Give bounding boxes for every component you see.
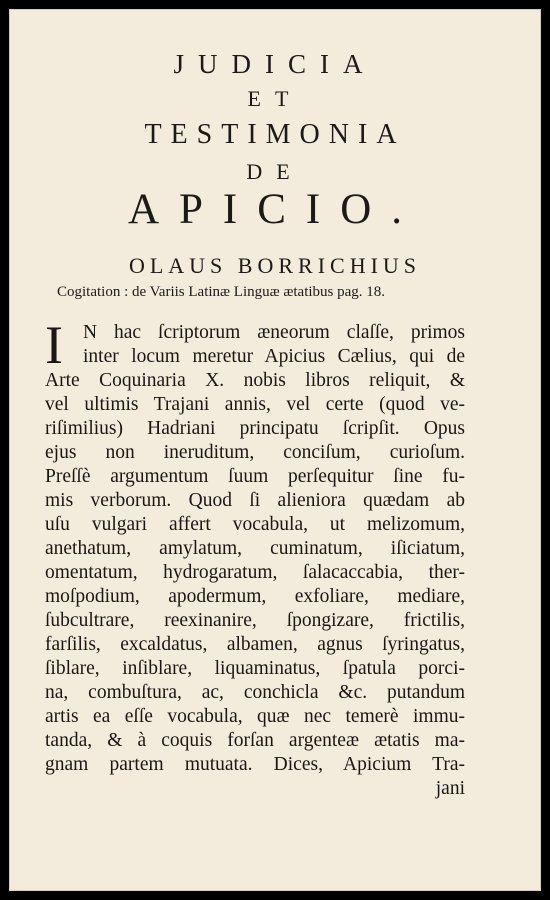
text-line: tanda, & à coquis forſan argenteæ ætatis ma- — [45, 730, 465, 751]
text-line: ejus non ineruditum, conciſum, curioſum. — [45, 442, 465, 463]
text-line: riſimilius) Hadriani principatu ſcripſit. Opus — [45, 418, 465, 439]
text-line: na, combuſtura, ac, conchicla &c. putandum — [45, 682, 465, 703]
book-page — [9, 9, 541, 891]
text-line: Preſſè argumentum ſuum perſequitur ſine fu- — [45, 466, 465, 487]
text-line-catchword: jani — [435, 778, 465, 799]
text-line: N hac ſcriptorum æneorum claſſe, primos — [83, 322, 465, 343]
title-judicia: JUDICIA — [173, 49, 377, 79]
text-line: uſu vulgari affert vocabula, ut melizomum, — [45, 514, 465, 535]
text-line: gnam partem mutuata. Dices, Apicium Tra- — [45, 754, 465, 775]
author-heading: OLAUS BORRICHIUS — [128, 253, 422, 278]
text-line: artis ea eſſe vocabula, quæ nec temerè immu- — [45, 706, 465, 727]
text-line: farſilis, excaldatus, albamen, agnus ſyringatus, — [45, 634, 465, 655]
text-line: omentatum, hydrogaratum, ſalacaccabia, ther- — [45, 562, 465, 583]
drop-cap: I — [45, 315, 63, 375]
body-text — [45, 315, 465, 801]
text-line: moſpodium, apodermum, exfoliare, mediare, — [45, 586, 465, 607]
title-apicio: APICIO. — [127, 186, 423, 233]
text-line: ſiblare, inſiblare, liquaminatus, ſpatula porci- — [45, 658, 465, 679]
text-line: Arte Coquinaria X. nobis libros reliquit, & — [45, 370, 465, 391]
text-line: vel ultimis Trajani annis, vel certe (quod ve- — [45, 394, 465, 415]
title-et: ET — [247, 86, 303, 111]
text-line: anethatum, amylatum, cuminatum, iſiciatum, — [45, 538, 465, 559]
text-line: mis verborum. Quod ſi alieniora quædam ab — [45, 490, 465, 511]
title-testimonia: TESTIMONIA — [144, 119, 406, 150]
text-line: ſubcultrare, reexinanire, ſpongizare, frictilis, — [45, 610, 465, 631]
text-line: inter locum meretur Apicius Cælius, qui de — [83, 346, 465, 367]
title-de: DE — [246, 159, 304, 184]
citation-line: Cogitation : de Variis Latinæ Linguæ ætatibus pag. 18. — [57, 284, 386, 300]
